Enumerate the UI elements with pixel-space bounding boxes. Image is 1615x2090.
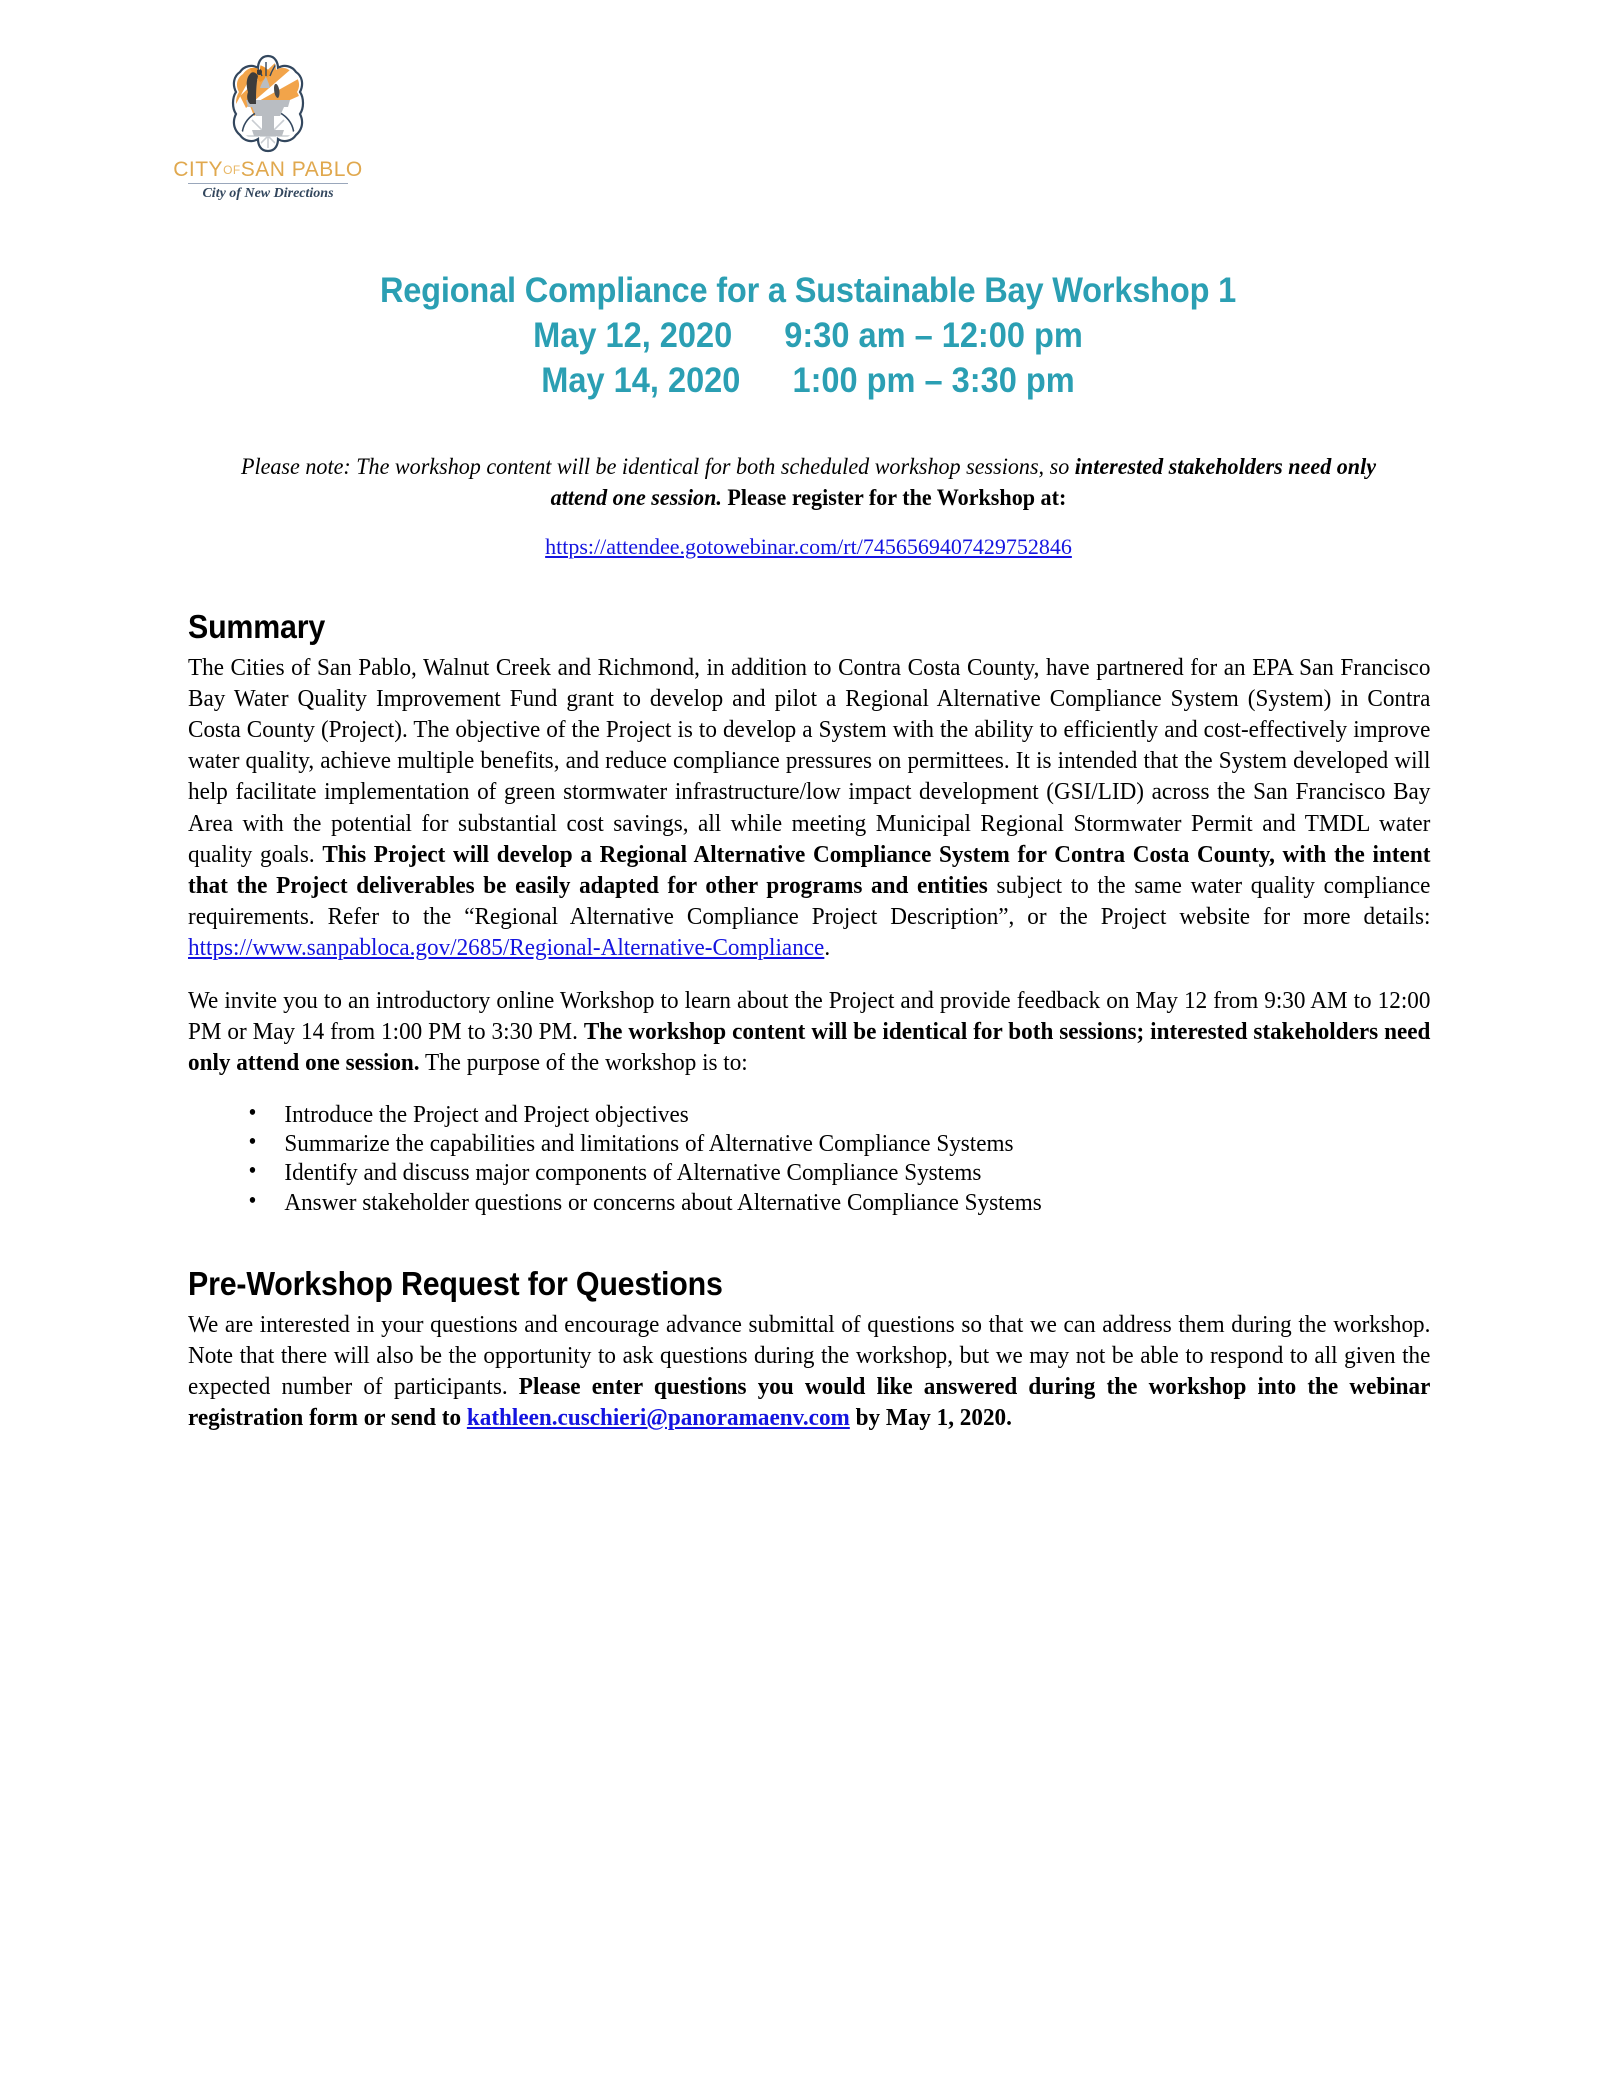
session-1-date: May 12, 2020 xyxy=(533,315,733,355)
summary-p1-bold: This Project will develop a Regional Alternative Compliance System for Contra Costa County, with the intent that the Project deliverables be easily adapted for other programs and entities xyxy=(188,840,1431,899)
session-row-2 xyxy=(231,358,1384,404)
section-spacer xyxy=(188,1217,1433,1265)
registration-link[interactable]: https://attendee.gotowebinar.com/rt/7456569407429752846 xyxy=(545,534,1072,559)
logo-tagline: City of New Directions xyxy=(202,186,334,201)
pre-workshop-paragraph xyxy=(188,1309,1430,1433)
header-title-block xyxy=(188,270,1428,404)
document-body xyxy=(188,608,1433,1433)
summary-paragraph-1 xyxy=(188,652,1430,963)
logo-word-city: CITY xyxy=(173,158,224,181)
city-of-san-pablo-logo xyxy=(168,52,368,202)
note-text-emphasis: interested stakeholders need only attend one session. xyxy=(550,454,1377,511)
contact-email-link[interactable]: kathleen.cuschieri@panoramaenv.com xyxy=(466,1403,850,1431)
page-title: Regional Compliance for a Sustainable Bay Workshop 1 xyxy=(379,271,1237,310)
summary-p2-text-b: The purpose of the workshop is to: xyxy=(419,1049,748,1077)
san-pablo-fountain-seal-icon xyxy=(216,52,320,156)
note-text-part-1: Please note: The workshop content will be identical for both scheduled workshop sessions, so xyxy=(240,454,1075,480)
preq-bold-2: by May 1, 2020. xyxy=(849,1403,1012,1431)
session-row-1 xyxy=(231,313,1384,359)
summary-heading: Summary xyxy=(188,608,326,645)
list-item: • Summarize the capabilities and limitations of Alternative Compliance Systems xyxy=(248,1129,1430,1158)
logo-divider xyxy=(188,183,348,184)
logo-word-of: OF xyxy=(223,163,241,177)
summary-p2-bold: The workshop content will be identical for both sessions; interested stakeholders need only attend one session. xyxy=(188,1018,1431,1077)
logo-word-san-pablo: SAN PABLO xyxy=(240,158,363,181)
please-note-paragraph xyxy=(233,452,1385,513)
list-item: • Introduce the Project and Project objectives xyxy=(248,1100,1430,1129)
summary-p1-period: . xyxy=(824,933,831,961)
logo-wordmark xyxy=(168,158,368,182)
session-2-time: 1:00 pm – 3:30 pm xyxy=(792,361,1075,401)
project-website-link[interactable]: https://www.sanpabloca.gov/2685/Regional-Alternative-Compliance xyxy=(188,933,825,961)
summary-p1-text-a: The Cities of San Pablo, Walnut Creek and Richmond, in addition to Contra Costa County, have partnered for an EPA San Francisco Bay Water Quality Improvement Fund grant to develop and pilot a Regional Alternative Compliance System (System) in Contra Costa County (Project). The objective of the Project is to develop a System with the ability to efficiently and cost-effectively improve water quality, achieve multiple benefits, and reduce compliance pressures on permittees. It is intended that the System developed will help facilitate implementation of green stormwater infrastructure/low impact development (GSI/LID) across the San Francisco Bay Area with the potential for substantial cost savings, all while meeting Municipal Regional Stormwater Permit and TMDL water quality goals. xyxy=(188,654,1431,868)
session-1-time: 9:30 am – 12:00 pm xyxy=(784,315,1083,355)
note-register-prompt: Please register for the Workshop at: xyxy=(721,484,1067,511)
summary-p2-text-a: We invite you to an introductory online Workshop to learn about the Project and provide feedback on May 12 from 9:30 AM to 12:00 PM or May 14 from 1:00 PM to 3:30 PM. xyxy=(188,987,1431,1046)
summary-paragraph-2 xyxy=(188,985,1430,1078)
list-item: • Answer stakeholder questions or concerns about Alternative Compliance Systems xyxy=(248,1188,1430,1217)
preq-bold-1: Please enter questions you would like answered during the workshop into the webinar registration form or send to xyxy=(188,1372,1431,1431)
list-item: • Identify and discuss major components of Alternative Compliance Systems xyxy=(248,1158,1430,1187)
preq-text-a: We are interested in your questions and encourage advance submittal of questions so that we can address them during the workshop. Note that there will also be the opportunity to ask questions during the workshop, but we may not be able to respond to all given the expected number of participants. xyxy=(188,1310,1431,1400)
session-2-date: May 14, 2020 xyxy=(541,361,741,401)
registration-url-line xyxy=(196,534,1421,560)
workshop-purpose-list xyxy=(188,1100,1430,1216)
summary-p1-text-b: subject to the same water quality compliance requirements. Refer to the “Regional Alternative Compliance Project Description”, or the Project website for more details: xyxy=(188,871,1431,930)
pre-workshop-heading: Pre-Workshop Request for Questions xyxy=(188,1264,723,1302)
